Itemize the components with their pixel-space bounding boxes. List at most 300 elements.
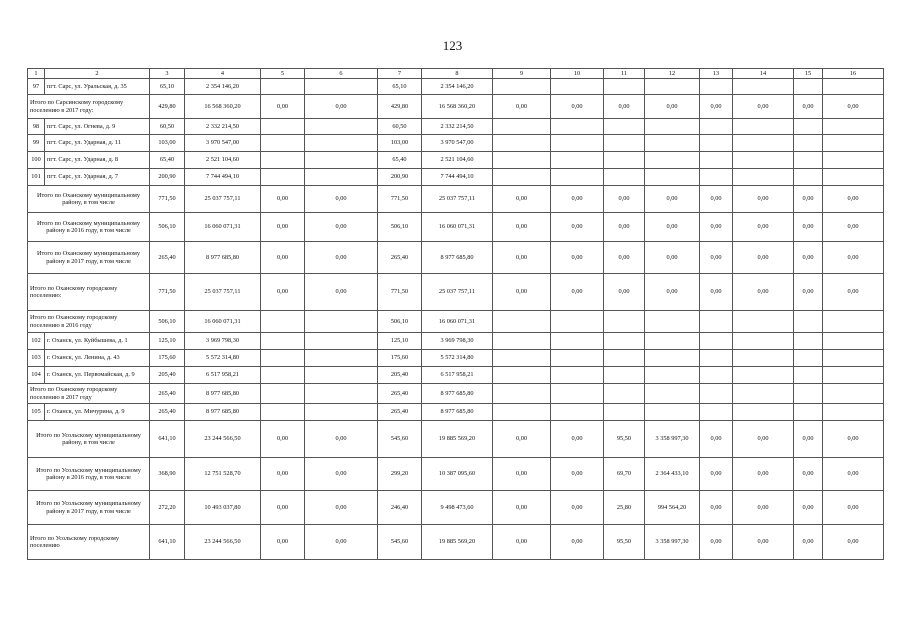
- value-cell: 0,00: [551, 525, 604, 560]
- table-row: [28, 135, 884, 152]
- value-cell: 65,10: [150, 79, 185, 95]
- value-cell: 0,00: [794, 421, 823, 458]
- value-cell: 0,00: [305, 186, 378, 213]
- value-cell: [604, 79, 645, 95]
- value-cell: 0,00: [733, 458, 794, 491]
- value-cell: 5 572 314,80: [422, 350, 493, 367]
- value-cell: [733, 169, 794, 186]
- subtotal-row: [28, 525, 884, 560]
- value-cell: 175,60: [378, 350, 422, 367]
- subtotal-row: [28, 242, 884, 274]
- subtotal-label: Итого по Усольскому муниципальному району в 2017 году, в том числе: [28, 491, 150, 525]
- address-cell: пгт. Сарс, ул. Ударная, д. 8: [45, 152, 150, 169]
- value-cell: 265,40: [150, 404, 185, 421]
- value-cell: [700, 311, 733, 333]
- value-cell: [733, 384, 794, 404]
- value-cell: 0,00: [261, 421, 305, 458]
- value-cell: [733, 333, 794, 350]
- value-cell: 641,10: [150, 421, 185, 458]
- value-cell: 23 244 566,50: [185, 525, 261, 560]
- row-number: 98: [28, 119, 45, 135]
- subtotal-row: [28, 95, 884, 119]
- value-cell: 175,60: [150, 350, 185, 367]
- value-cell: 5 572 314,80: [185, 350, 261, 367]
- subtotal-label: Итого по Усольскому городскому поселению: [28, 525, 150, 560]
- value-cell: 0,00: [823, 525, 884, 560]
- value-cell: 0,00: [493, 525, 551, 560]
- value-cell: 272,20: [150, 491, 185, 525]
- value-cell: [794, 135, 823, 152]
- value-cell: 10 387 095,60: [422, 458, 493, 491]
- value-cell: [551, 152, 604, 169]
- row-number: 102: [28, 333, 45, 350]
- value-cell: 368,90: [150, 458, 185, 491]
- value-cell: [305, 152, 378, 169]
- value-cell: [700, 350, 733, 367]
- value-cell: [261, 169, 305, 186]
- value-cell: [261, 311, 305, 333]
- value-cell: 0,00: [261, 95, 305, 119]
- column-number: 5: [261, 69, 305, 79]
- value-cell: 0,00: [733, 242, 794, 274]
- value-cell: 125,10: [378, 333, 422, 350]
- value-cell: 0,00: [645, 213, 700, 242]
- value-cell: [261, 152, 305, 169]
- subtotal-label: Итого по Оханскому городскому поселению в 2016 году: [28, 311, 150, 333]
- value-cell: [493, 119, 551, 135]
- value-cell: [823, 152, 884, 169]
- value-cell: [305, 79, 378, 95]
- subtotal-row: [28, 491, 884, 525]
- value-cell: [604, 384, 645, 404]
- value-cell: 0,00: [645, 242, 700, 274]
- value-cell: [493, 169, 551, 186]
- data-table: [27, 68, 884, 560]
- value-cell: [733, 404, 794, 421]
- value-cell: 299,20: [378, 458, 422, 491]
- value-cell: [733, 119, 794, 135]
- table-row: [28, 152, 884, 169]
- value-cell: 0,00: [823, 274, 884, 311]
- value-cell: [733, 367, 794, 384]
- value-cell: [305, 169, 378, 186]
- value-cell: [645, 384, 700, 404]
- value-cell: [794, 333, 823, 350]
- address-cell: пгт. Сарс, ул. Огнева, д. 9: [45, 119, 150, 135]
- value-cell: 205,40: [378, 367, 422, 384]
- value-cell: 0,00: [823, 95, 884, 119]
- subtotal-label: Итого по Оханскому муниципальному району в 2017 году, в том числе: [28, 242, 150, 274]
- value-cell: 0,00: [794, 242, 823, 274]
- value-cell: [305, 119, 378, 135]
- value-cell: [493, 311, 551, 333]
- value-cell: 16 060 071,31: [422, 213, 493, 242]
- value-cell: [645, 119, 700, 135]
- value-cell: 0,00: [305, 242, 378, 274]
- value-cell: [794, 350, 823, 367]
- value-cell: 0,00: [733, 213, 794, 242]
- value-cell: 16 568 360,20: [185, 95, 261, 119]
- value-cell: [305, 404, 378, 421]
- value-cell: [604, 135, 645, 152]
- value-cell: 0,00: [733, 525, 794, 560]
- subtotal-label: Итого по Оханскому городскому поселению в 2017 году: [28, 384, 150, 404]
- value-cell: 0,00: [823, 491, 884, 525]
- value-cell: 8 977 685,80: [185, 242, 261, 274]
- value-cell: 0,00: [794, 213, 823, 242]
- value-cell: 0,00: [305, 458, 378, 491]
- value-cell: [305, 311, 378, 333]
- value-cell: [645, 152, 700, 169]
- value-cell: [261, 404, 305, 421]
- value-cell: 6 517 958,21: [185, 367, 261, 384]
- subtotal-row: [28, 384, 884, 404]
- value-cell: 19 885 569,20: [422, 525, 493, 560]
- address-cell: г. Оханск, ул. Ленина, д. 43: [45, 350, 150, 367]
- value-cell: 0,00: [305, 421, 378, 458]
- value-cell: [305, 135, 378, 152]
- column-number: 12: [645, 69, 700, 79]
- value-cell: 23 244 566,50: [185, 421, 261, 458]
- value-cell: 0,00: [733, 95, 794, 119]
- value-cell: [823, 79, 884, 95]
- column-number: 8: [422, 69, 493, 79]
- value-cell: [261, 119, 305, 135]
- value-cell: 0,00: [645, 95, 700, 119]
- value-cell: 16 568 360,20: [422, 95, 493, 119]
- value-cell: 246,40: [378, 491, 422, 525]
- value-cell: [305, 350, 378, 367]
- table-row: [28, 169, 884, 186]
- value-cell: 8 977 685,80: [422, 242, 493, 274]
- value-cell: [604, 367, 645, 384]
- value-cell: 0,00: [733, 491, 794, 525]
- value-cell: [700, 119, 733, 135]
- value-cell: 65,40: [150, 152, 185, 169]
- value-cell: [823, 333, 884, 350]
- value-cell: 125,10: [150, 333, 185, 350]
- value-cell: 10 493 037,80: [185, 491, 261, 525]
- value-cell: 0,00: [700, 421, 733, 458]
- value-cell: [604, 404, 645, 421]
- value-cell: 0,00: [794, 491, 823, 525]
- value-cell: 0,00: [551, 95, 604, 119]
- column-number: 4: [185, 69, 261, 79]
- value-cell: [551, 350, 604, 367]
- value-cell: [823, 350, 884, 367]
- value-cell: [493, 79, 551, 95]
- value-cell: [645, 79, 700, 95]
- value-cell: 8 977 685,80: [185, 404, 261, 421]
- value-cell: [794, 119, 823, 135]
- value-cell: 3 969 798,30: [185, 333, 261, 350]
- value-cell: 2 521 104,60: [185, 152, 261, 169]
- value-cell: 0,00: [700, 242, 733, 274]
- value-cell: 771,50: [378, 274, 422, 311]
- value-cell: 0,00: [493, 458, 551, 491]
- value-cell: [551, 169, 604, 186]
- value-cell: 0,00: [493, 186, 551, 213]
- value-cell: [604, 311, 645, 333]
- value-cell: 0,00: [261, 186, 305, 213]
- value-cell: 25 037 757,11: [422, 274, 493, 311]
- value-cell: 25 037 757,11: [185, 274, 261, 311]
- value-cell: [645, 367, 700, 384]
- value-cell: 0,00: [823, 421, 884, 458]
- address-cell: пгт. Сарс, ул. Ударная, д. 7: [45, 169, 150, 186]
- value-cell: 7 744 494,10: [185, 169, 261, 186]
- address-cell: пгт. Сарс, ул. Уральская, д. 35: [45, 79, 150, 95]
- value-cell: 0,00: [551, 186, 604, 213]
- subtotal-row: [28, 213, 884, 242]
- value-cell: [794, 79, 823, 95]
- value-cell: 60,50: [150, 119, 185, 135]
- value-cell: [493, 384, 551, 404]
- table-row: [28, 367, 884, 384]
- column-number: 13: [700, 69, 733, 79]
- value-cell: 0,00: [493, 242, 551, 274]
- column-number: 9: [493, 69, 551, 79]
- value-cell: 771,50: [378, 186, 422, 213]
- row-number: 101: [28, 169, 45, 186]
- subtotal-label: Итого по Оханскому муниципальному району, в том числе: [28, 186, 150, 213]
- value-cell: [551, 311, 604, 333]
- subtotal-label: Итого по Оханскому муниципальному району в 2016 году, в том числе: [28, 213, 150, 242]
- table-row: [28, 404, 884, 421]
- value-cell: [794, 384, 823, 404]
- value-cell: [700, 135, 733, 152]
- value-cell: 2 332 214,50: [422, 119, 493, 135]
- value-cell: [733, 152, 794, 169]
- value-cell: 0,00: [700, 186, 733, 213]
- value-cell: 0,00: [493, 491, 551, 525]
- value-cell: 0,00: [794, 458, 823, 491]
- value-cell: [700, 169, 733, 186]
- column-number: 11: [604, 69, 645, 79]
- value-cell: [700, 384, 733, 404]
- value-cell: 545,60: [378, 421, 422, 458]
- value-cell: 2 364 433,10: [645, 458, 700, 491]
- value-cell: 25 037 757,11: [185, 186, 261, 213]
- value-cell: [700, 367, 733, 384]
- value-cell: 69,70: [604, 458, 645, 491]
- value-cell: 2 332 214,50: [185, 119, 261, 135]
- value-cell: 0,00: [823, 242, 884, 274]
- table-row: [28, 79, 884, 95]
- column-number: 10: [551, 69, 604, 79]
- value-cell: 506,10: [150, 213, 185, 242]
- column-number: 7: [378, 69, 422, 79]
- value-cell: [794, 169, 823, 186]
- value-cell: 60,50: [378, 119, 422, 135]
- value-cell: 0,00: [493, 213, 551, 242]
- value-cell: [733, 311, 794, 333]
- value-cell: [493, 333, 551, 350]
- value-cell: 0,00: [604, 95, 645, 119]
- value-cell: 65,40: [378, 152, 422, 169]
- value-cell: [645, 404, 700, 421]
- value-cell: 0,00: [645, 186, 700, 213]
- column-number: 14: [733, 69, 794, 79]
- address-cell: пгт. Сарс, ул. Ударная, д. 11: [45, 135, 150, 152]
- row-number: 104: [28, 367, 45, 384]
- value-cell: 771,50: [150, 274, 185, 311]
- value-cell: 0,00: [305, 491, 378, 525]
- value-cell: [261, 135, 305, 152]
- value-cell: 0,00: [305, 213, 378, 242]
- value-cell: 19 885 569,20: [422, 421, 493, 458]
- value-cell: [794, 311, 823, 333]
- value-cell: 3 969 798,30: [422, 333, 493, 350]
- value-cell: 200,90: [378, 169, 422, 186]
- value-cell: [493, 404, 551, 421]
- value-cell: 0,00: [305, 274, 378, 311]
- subtotal-row: [28, 421, 884, 458]
- value-cell: 95,50: [604, 421, 645, 458]
- value-cell: 103,00: [150, 135, 185, 152]
- value-cell: 265,40: [378, 404, 422, 421]
- value-cell: 8 977 685,80: [185, 384, 261, 404]
- value-cell: [645, 333, 700, 350]
- value-cell: 506,10: [378, 213, 422, 242]
- value-cell: [261, 79, 305, 95]
- value-cell: 0,00: [700, 274, 733, 311]
- value-cell: 0,00: [261, 458, 305, 491]
- table-row: [28, 119, 884, 135]
- value-cell: 0,00: [794, 95, 823, 119]
- value-cell: 0,00: [493, 421, 551, 458]
- table-row: [28, 350, 884, 367]
- value-cell: 0,00: [261, 242, 305, 274]
- subtotal-label: Итого по Сарсинскому городскому поселению в 2017 году:: [28, 95, 150, 119]
- value-cell: 265,40: [150, 384, 185, 404]
- value-cell: [604, 169, 645, 186]
- value-cell: 0,00: [604, 213, 645, 242]
- value-cell: 771,50: [150, 186, 185, 213]
- value-cell: 265,40: [378, 384, 422, 404]
- value-cell: [551, 384, 604, 404]
- value-cell: 545,60: [378, 525, 422, 560]
- value-cell: 25,80: [604, 491, 645, 525]
- value-cell: 0,00: [700, 213, 733, 242]
- address-cell: г. Оханск, ул. Мичурина, д. 9: [45, 404, 150, 421]
- value-cell: 0,00: [305, 95, 378, 119]
- value-cell: 0,00: [261, 525, 305, 560]
- value-cell: [700, 79, 733, 95]
- value-cell: [823, 311, 884, 333]
- value-cell: 0,00: [823, 213, 884, 242]
- value-cell: 16 060 071,31: [185, 213, 261, 242]
- value-cell: [794, 404, 823, 421]
- value-cell: 265,40: [150, 242, 185, 274]
- subtotal-row: [28, 311, 884, 333]
- value-cell: 3 358 997,30: [645, 421, 700, 458]
- value-cell: [261, 350, 305, 367]
- value-cell: 0,00: [733, 421, 794, 458]
- value-cell: 200,90: [150, 169, 185, 186]
- value-cell: 0,00: [261, 213, 305, 242]
- row-number: 100: [28, 152, 45, 169]
- column-number: 15: [794, 69, 823, 79]
- row-number: 97: [28, 79, 45, 95]
- address-cell: г. Оханск, ул. Куйбышева, д. 1: [45, 333, 150, 350]
- value-cell: 2 354 146,20: [185, 79, 261, 95]
- value-cell: [645, 169, 700, 186]
- value-cell: 0,00: [700, 491, 733, 525]
- value-cell: [823, 367, 884, 384]
- value-cell: [493, 152, 551, 169]
- value-cell: [645, 135, 700, 152]
- value-cell: 0,00: [700, 95, 733, 119]
- value-cell: [305, 333, 378, 350]
- value-cell: [700, 404, 733, 421]
- value-cell: 0,00: [551, 213, 604, 242]
- value-cell: 0,00: [733, 186, 794, 213]
- value-cell: [261, 384, 305, 404]
- value-cell: 95,50: [604, 525, 645, 560]
- subtotal-row: [28, 458, 884, 491]
- value-cell: [823, 135, 884, 152]
- value-cell: 0,00: [700, 525, 733, 560]
- value-cell: [733, 135, 794, 152]
- table-row: [28, 333, 884, 350]
- value-cell: 265,40: [378, 242, 422, 274]
- value-cell: 0,00: [493, 95, 551, 119]
- value-cell: 994 564,20: [645, 491, 700, 525]
- value-cell: [493, 367, 551, 384]
- row-number: 103: [28, 350, 45, 367]
- value-cell: 0,00: [733, 274, 794, 311]
- value-cell: 0,00: [604, 274, 645, 311]
- value-cell: 2 521 104,60: [422, 152, 493, 169]
- value-cell: 0,00: [551, 274, 604, 311]
- value-cell: [604, 119, 645, 135]
- value-cell: 0,00: [551, 491, 604, 525]
- value-cell: 506,10: [378, 311, 422, 333]
- value-cell: [261, 333, 305, 350]
- value-cell: [823, 404, 884, 421]
- value-cell: [645, 311, 700, 333]
- value-cell: [823, 119, 884, 135]
- row-number: 99: [28, 135, 45, 152]
- value-cell: 16 060 071,31: [422, 311, 493, 333]
- value-cell: 0,00: [645, 274, 700, 311]
- value-cell: 0,00: [551, 421, 604, 458]
- value-cell: [733, 350, 794, 367]
- value-cell: [604, 333, 645, 350]
- value-cell: [823, 384, 884, 404]
- value-cell: 3 970 547,00: [422, 135, 493, 152]
- value-cell: 7 744 494,10: [422, 169, 493, 186]
- table-body: [28, 69, 884, 560]
- subtotal-label: Итого по Усольскому муниципальному району, в том числе: [28, 421, 150, 458]
- row-number: 105: [28, 404, 45, 421]
- value-cell: 506,10: [150, 311, 185, 333]
- value-cell: [700, 152, 733, 169]
- value-cell: [551, 367, 604, 384]
- value-cell: 3 358 997,30: [645, 525, 700, 560]
- value-cell: 9 498 473,60: [422, 491, 493, 525]
- value-cell: [305, 384, 378, 404]
- value-cell: [261, 367, 305, 384]
- column-number: 2: [45, 69, 150, 79]
- value-cell: 0,00: [261, 274, 305, 311]
- subtotal-row: [28, 274, 884, 311]
- value-cell: [794, 367, 823, 384]
- value-cell: [493, 135, 551, 152]
- value-cell: [551, 119, 604, 135]
- value-cell: 3 970 547,00: [185, 135, 261, 152]
